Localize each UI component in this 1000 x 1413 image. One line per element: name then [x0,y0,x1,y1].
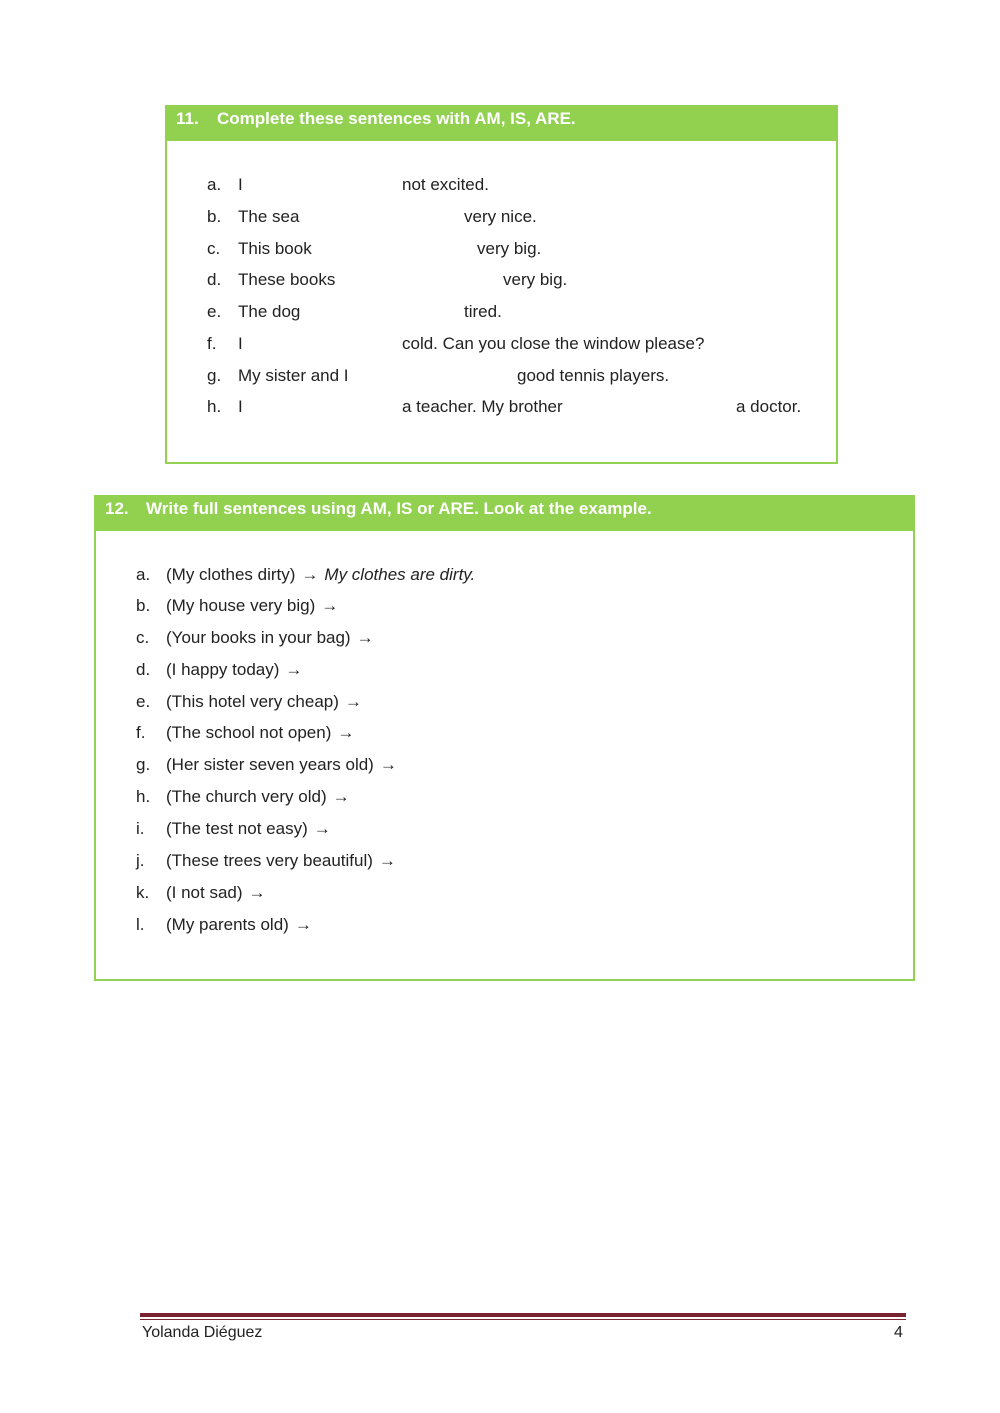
item-prompt-line [166,817,331,841]
arrow-right-icon: → [356,628,374,647]
item-sentence-end: a teacher. My brother [402,397,563,416]
exercise-11-item [0,205,1000,229]
exercise-title: Write full sentences using AM, IS or ARE. Look at the example. [146,499,652,518]
arrow-right-icon: → [332,787,350,806]
item-letter: a. [207,175,222,194]
item-prompt-line [166,626,374,650]
exercise-12-item [0,658,1000,682]
item-subject: I [238,175,243,194]
item-prompt: (The church very old) [166,787,327,806]
item-prompt: (Her sister seven years old) [166,755,374,774]
item-letter: h. [207,397,222,416]
item-sentence-end: very big. [477,239,542,258]
exercise-11-header [167,107,836,141]
item-prompt: (My parents old) [166,915,289,934]
item-prompt: (These trees very beautiful) [166,851,373,870]
exercise-11-item [0,300,1000,324]
item-prompt-line [166,785,350,809]
item-prompt: (Your books in your bag) [166,628,351,647]
item-prompt: (My clothes dirty) [166,565,296,584]
item-prompt-line [166,594,338,618]
arrow-right-icon: → [337,723,355,742]
item-subject: I [238,334,243,353]
item-letter: e. [207,302,222,321]
item-prompt: (I not sad) [166,883,243,902]
item-sentence-end: not excited. [402,175,489,194]
example-answer: My clothes are dirty. [324,565,476,584]
item-letter: b. [136,596,151,615]
exercise-12-item [0,881,1000,905]
exercise-12-item [0,690,1000,714]
item-sentence-end: tired. [464,302,502,321]
item-prompt-line [166,690,362,714]
item-letter: c. [136,628,150,647]
item-letter: l. [136,915,145,934]
exercise-12-item [0,849,1000,873]
item-letter: k. [136,883,150,902]
item-letter: e. [136,692,151,711]
item-letter: d. [207,270,222,289]
exercise-12-item [0,785,1000,809]
exercise-12-item [0,753,1000,777]
exercise-12-item [0,563,1000,587]
item-subject: The sea [238,207,300,226]
item-letter: b. [207,207,222,226]
item-subject: I [238,397,243,416]
exercise-12-item [0,913,1000,937]
exercise-11-item [0,268,1000,292]
arrow-right-icon: → [313,819,331,838]
item-sentence-end: good tennis players. [517,366,670,385]
item-prompt-line [166,658,302,682]
arrow-right-icon: → [378,851,396,870]
item-sentence-end: very nice. [464,207,537,226]
item-prompt-line [166,753,397,777]
exercise-12-header [96,497,913,531]
exercise-11-item [0,173,1000,197]
exercise-12-item [0,721,1000,745]
item-prompt: (This hotel very cheap) [166,692,339,711]
footer-page-number: 4 [894,1324,903,1341]
item-letter: c. [207,239,221,258]
item-prompt-line [166,913,312,937]
item-sentence-end: cold. Can you close the window please? [402,334,705,353]
item-letter: j. [136,851,145,870]
exercise-number: 12. [105,499,129,518]
exercise-11-item [0,332,1000,356]
arrow-right-icon: → [301,565,319,584]
item-prompt-line [166,721,354,745]
exercise-11-item [0,237,1000,261]
arrow-right-icon: → [379,755,397,774]
exercise-11-item [0,395,1000,419]
footer-author: Yolanda Diéguez [142,1324,263,1341]
item-prompt-line [166,881,266,905]
item-letter: f. [207,334,217,353]
exercise-12-item [0,817,1000,841]
item-letter: g. [207,366,222,385]
item-letter: g. [136,755,151,774]
item-prompt: (The test not easy) [166,819,308,838]
exercise-number: 11. [176,109,199,128]
item-sentence-end: very big. [503,270,568,289]
item-letter: d. [136,660,151,679]
item-prompt: (The school not open) [166,723,332,742]
item-prompt: (I happy today) [166,660,280,679]
item-prompt-line [166,563,475,587]
item-subject: My sister and I [238,366,349,385]
footer-rule [140,1313,906,1317]
arrow-right-icon: → [248,883,266,902]
arrow-right-icon: → [321,596,339,615]
arrow-right-icon: → [344,692,362,711]
item-prompt: (My house very big) [166,596,316,615]
footer-rule-thin [140,1319,906,1320]
item-subject: This book [238,239,312,258]
exercise-12-item [0,594,1000,618]
item-letter: a. [136,565,151,584]
item-subject: These books [238,270,336,289]
item-letter: i. [136,819,145,838]
item-prompt-line [166,849,396,873]
exercise-12-item [0,626,1000,650]
arrow-right-icon: → [285,660,303,679]
exercise-title: Complete these sentences with AM, IS, ARE. [217,109,576,128]
item-letter: h. [136,787,151,806]
item-letter: f. [136,723,146,742]
item-sentence-end-2: a doctor. [736,397,802,416]
exercise-11-item [0,364,1000,388]
item-subject: The dog [238,302,301,321]
arrow-right-icon: → [294,915,312,934]
